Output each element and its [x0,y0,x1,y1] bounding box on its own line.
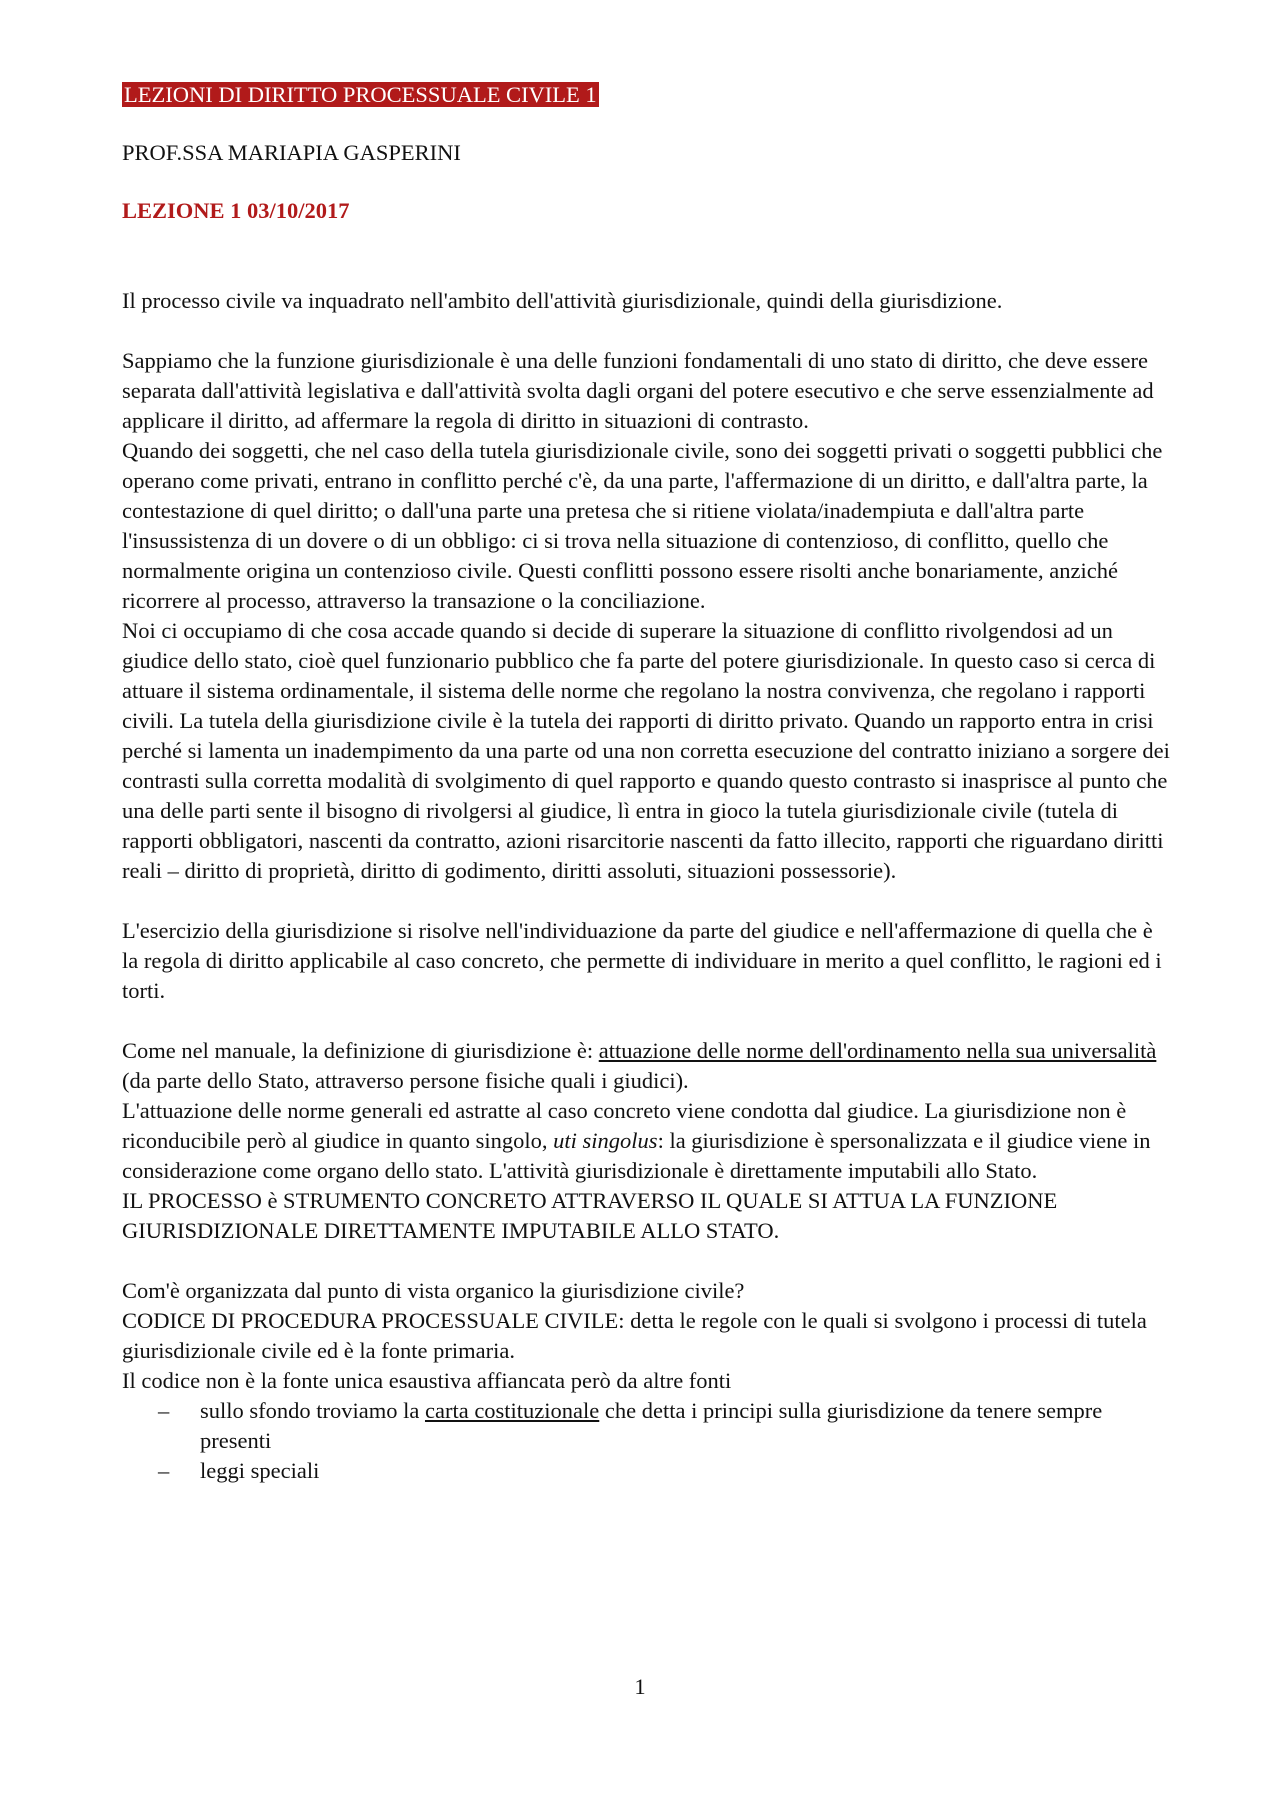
list-item-underlined-text: carta costituzionale [424,1398,600,1423]
document-title: LEZIONI DI DIRITTO PROCESSUALE CIVILE 1 [124,82,597,107]
page-number: 1 [634,1674,646,1699]
lesson-heading: LEZIONE 1 03/10/2017 [122,198,350,223]
paragraph-question: Com'è organizzata dal punto di vista organico la giurisdizione civile? [122,1278,745,1303]
paragraph-attuazione [122,1096,1172,1186]
definition-tail-text: (da parte dello Stato, attraverso persone fisiche quali i giudici). [122,1068,689,1093]
paragraph-definition [122,1036,1172,1096]
sources-list [122,1396,1172,1486]
dash-bullet: – [158,1398,170,1423]
definition-lead-text: Come nel manuale, la definizione di giurisdizione è: [122,1038,599,1063]
paragraph-judge: Noi ci occupiamo di che cosa accade quando si decide di superare la situazione di conflitto rivolgendosi ad un giudice dello stato, cioè quel funzionario pubblico che fa parte del potere giurisdizionale. In questo caso si cerca di attuare il sistema ordinamentale, il sistema delle norme che regolano la nostra convivenza, che regolano i rapporti civili. La tutela della giurisdizione civile è la tutela dei rapporti di diritto privato. Quando un rapporto entra in crisi perché si lamenta un inadempimento da una parte od una non corretta esecuzione del contratto iniziano a sorgere dei contrasti sulla corretta modalità di svolgimento di quel rapporto e quando questo contrasto si inasprisce al punto che una delle parti sente il bisogno di rivolgersi al giudice, lì entra in gioco la tutela giurisdizionale civile (tutela di rapporti obbligatori, nascenti da contratto, azioni risarcitorie nascenti da fatto illecito, rapporti che riguardano diritti reali – diritto di proprietà, diritto di godimento, diritti assoluti, situazioni possessorie). [122,618,1170,883]
list-item [158,1396,1172,1456]
paragraph-processo-caps: IL PROCESSO è STRUMENTO CONCRETO ATTRAVERSO IL QUALE SI ATTUA LA FUNZIONE GIURISDIZIONALE DIRETTAMENTE IMPUTABILE ALLO STATO. [122,1188,1058,1243]
attuazione-lead-text: L'attuazione delle norme generali ed astratte al caso concreto viene condotta dal giudice. La giurisdizione non è riconducibile però al giudice in quanto singolo, [122,1098,1127,1153]
attuazione-italic-text: uti singolus [553,1128,658,1153]
attuazione-tail-text: : la giurisdizione è spersonalizzata e il giudice viene in considerazione come organo dello stato. L'attività giurisdizionale è direttamente imputabili allo Stato. [122,1128,1151,1183]
paragraph-fonti: Il codice non è la fonte unica esaustiva affiancata però da altre fonti [122,1368,732,1393]
list-item-lead-text: sullo sfondo troviamo la [200,1398,425,1423]
paragraph-conflict: Quando dei soggetti, che nel caso della tutela giurisdizionale civile, sono dei soggetti privati o soggetti pubblici che operano come privati, entrano in conflitto perché c'è, da una parte, l'affermazione di un diritto, e dall'altra parte, la contestazione di quel diritto; o dall'una parte una pretesa che si ritiene violata/inadempiuta e dall'altra parte l'insussistenza di un dovere o di un obbligo: ci si trova nella situazione di contenzioso, di conflitto, quello che normalmente origina un contenzioso civile. Questi conflitti possono essere risolti anche bonariamente, anziché ricorrere al processo, attraverso la transazione o la conciliazione. [122,438,1163,613]
dash-bullet: – [158,1458,170,1483]
list-item-lead-text: leggi speciali [200,1458,320,1483]
professor-name: PROF.SSA MARIAPIA GASPERINI [122,140,461,165]
document-title-line [122,80,1172,110]
list-item-tail-text: che detta i principi sulla giurisdizione da tenere sempre presenti [200,1398,1103,1453]
list-item [158,1456,1172,1486]
paragraph-function: Sappiamo che la funzione giurisdizionale è una delle funzioni fondamentali di uno stato di diritto, che deve essere separata dall'attività legislativa e dall'attività svolta dagli organi del potere esecutivo e che serve essenzialmente ad applicare il diritto, ad affermare la regola di diritto in situazioni di contrasto. [122,348,1154,433]
document-content [122,80,1172,1486]
definition-underlined-text: attuazione delle norme dell'ordinamento nella sua universalità [598,1038,1157,1063]
paragraph-codice: CODICE DI PROCEDURA PROCESSUALE CIVILE: detta le regole con le quali si svolgono i processi di tutela giurisdizionale civile ed è la fonte primaria. [122,1308,1147,1363]
paragraph-exercise: L'esercizio della giurisdizione si risolve nell'individuazione da parte del giudice e nell'affermazione di quella che è la regola di diritto applicabile al caso concreto, che permette di individuare in merito a quel conflitto, le ragioni ed i torti. [122,918,1162,1003]
paragraph-intro: Il processo civile va inquadrato nell'ambito dell'attività giurisdizionale, quindi della giurisdizione. [122,288,1003,313]
